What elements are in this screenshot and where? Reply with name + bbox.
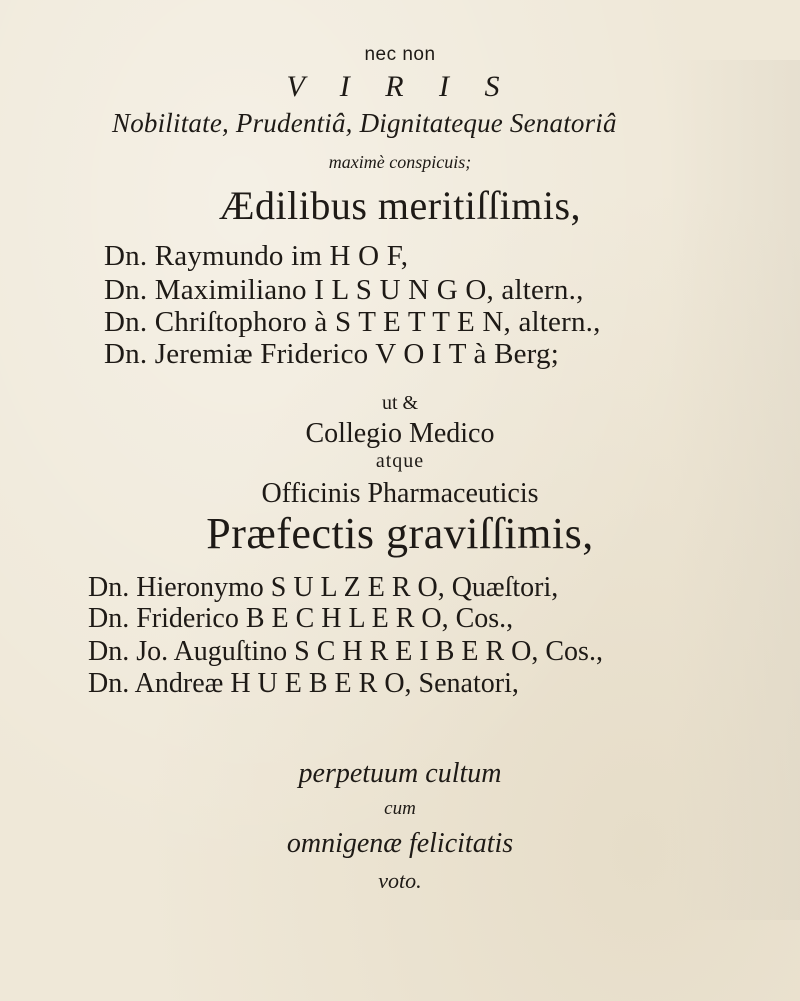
nec-non-heading: nec non xyxy=(364,44,436,65)
maxime-line: maximè conspicuis; xyxy=(328,152,472,172)
officinis-line: Officinis Pharmaceuticis xyxy=(261,478,539,509)
praefect-name: Dn. Hieronymo S U L Z E R O, Quæſtori, xyxy=(88,572,559,603)
viris-heading: V I R I S xyxy=(286,70,514,103)
nobilitate-line: Nobilitate, Prudentiâ, Dignitateque Senatoriâ xyxy=(112,108,617,138)
praefectis-heading: Præfectis graviſſimis, xyxy=(206,509,594,558)
praefect-name: Dn. Jo. Auguſtino S C H R E I B E R O, Cos., xyxy=(88,636,603,667)
aedile-name: Dn. Chriſtophoro à S T E T T E N, altern., xyxy=(104,306,601,338)
voto-line: voto. xyxy=(378,868,422,893)
aedile-name: Dn. Maximiliano I L S U N G O, altern., xyxy=(104,274,584,306)
praefect-name: Dn. Friderico B E C H L E R O, Cos., xyxy=(88,603,514,634)
ut-et-line: ut & xyxy=(381,392,419,414)
atque-line: atque xyxy=(375,450,425,472)
aedilibus-heading: Ædilibus meritiſſimis, xyxy=(218,183,582,228)
aedile-name: Dn. Jeremiæ Friderico V O I T à Berg; xyxy=(104,338,559,370)
collegio-line: Collegio Medico xyxy=(305,418,495,449)
cum-line: cum xyxy=(384,798,416,819)
aedile-name: Dn. Raymundo im H O F, xyxy=(104,240,409,272)
omnigenae-line: omnigenæ felicitatis xyxy=(286,828,514,859)
praefect-name: Dn. Andreæ H U E B E R O, Senatori, xyxy=(88,668,519,699)
perpetuum-cultum-line: perpetuum cultum xyxy=(298,758,502,789)
